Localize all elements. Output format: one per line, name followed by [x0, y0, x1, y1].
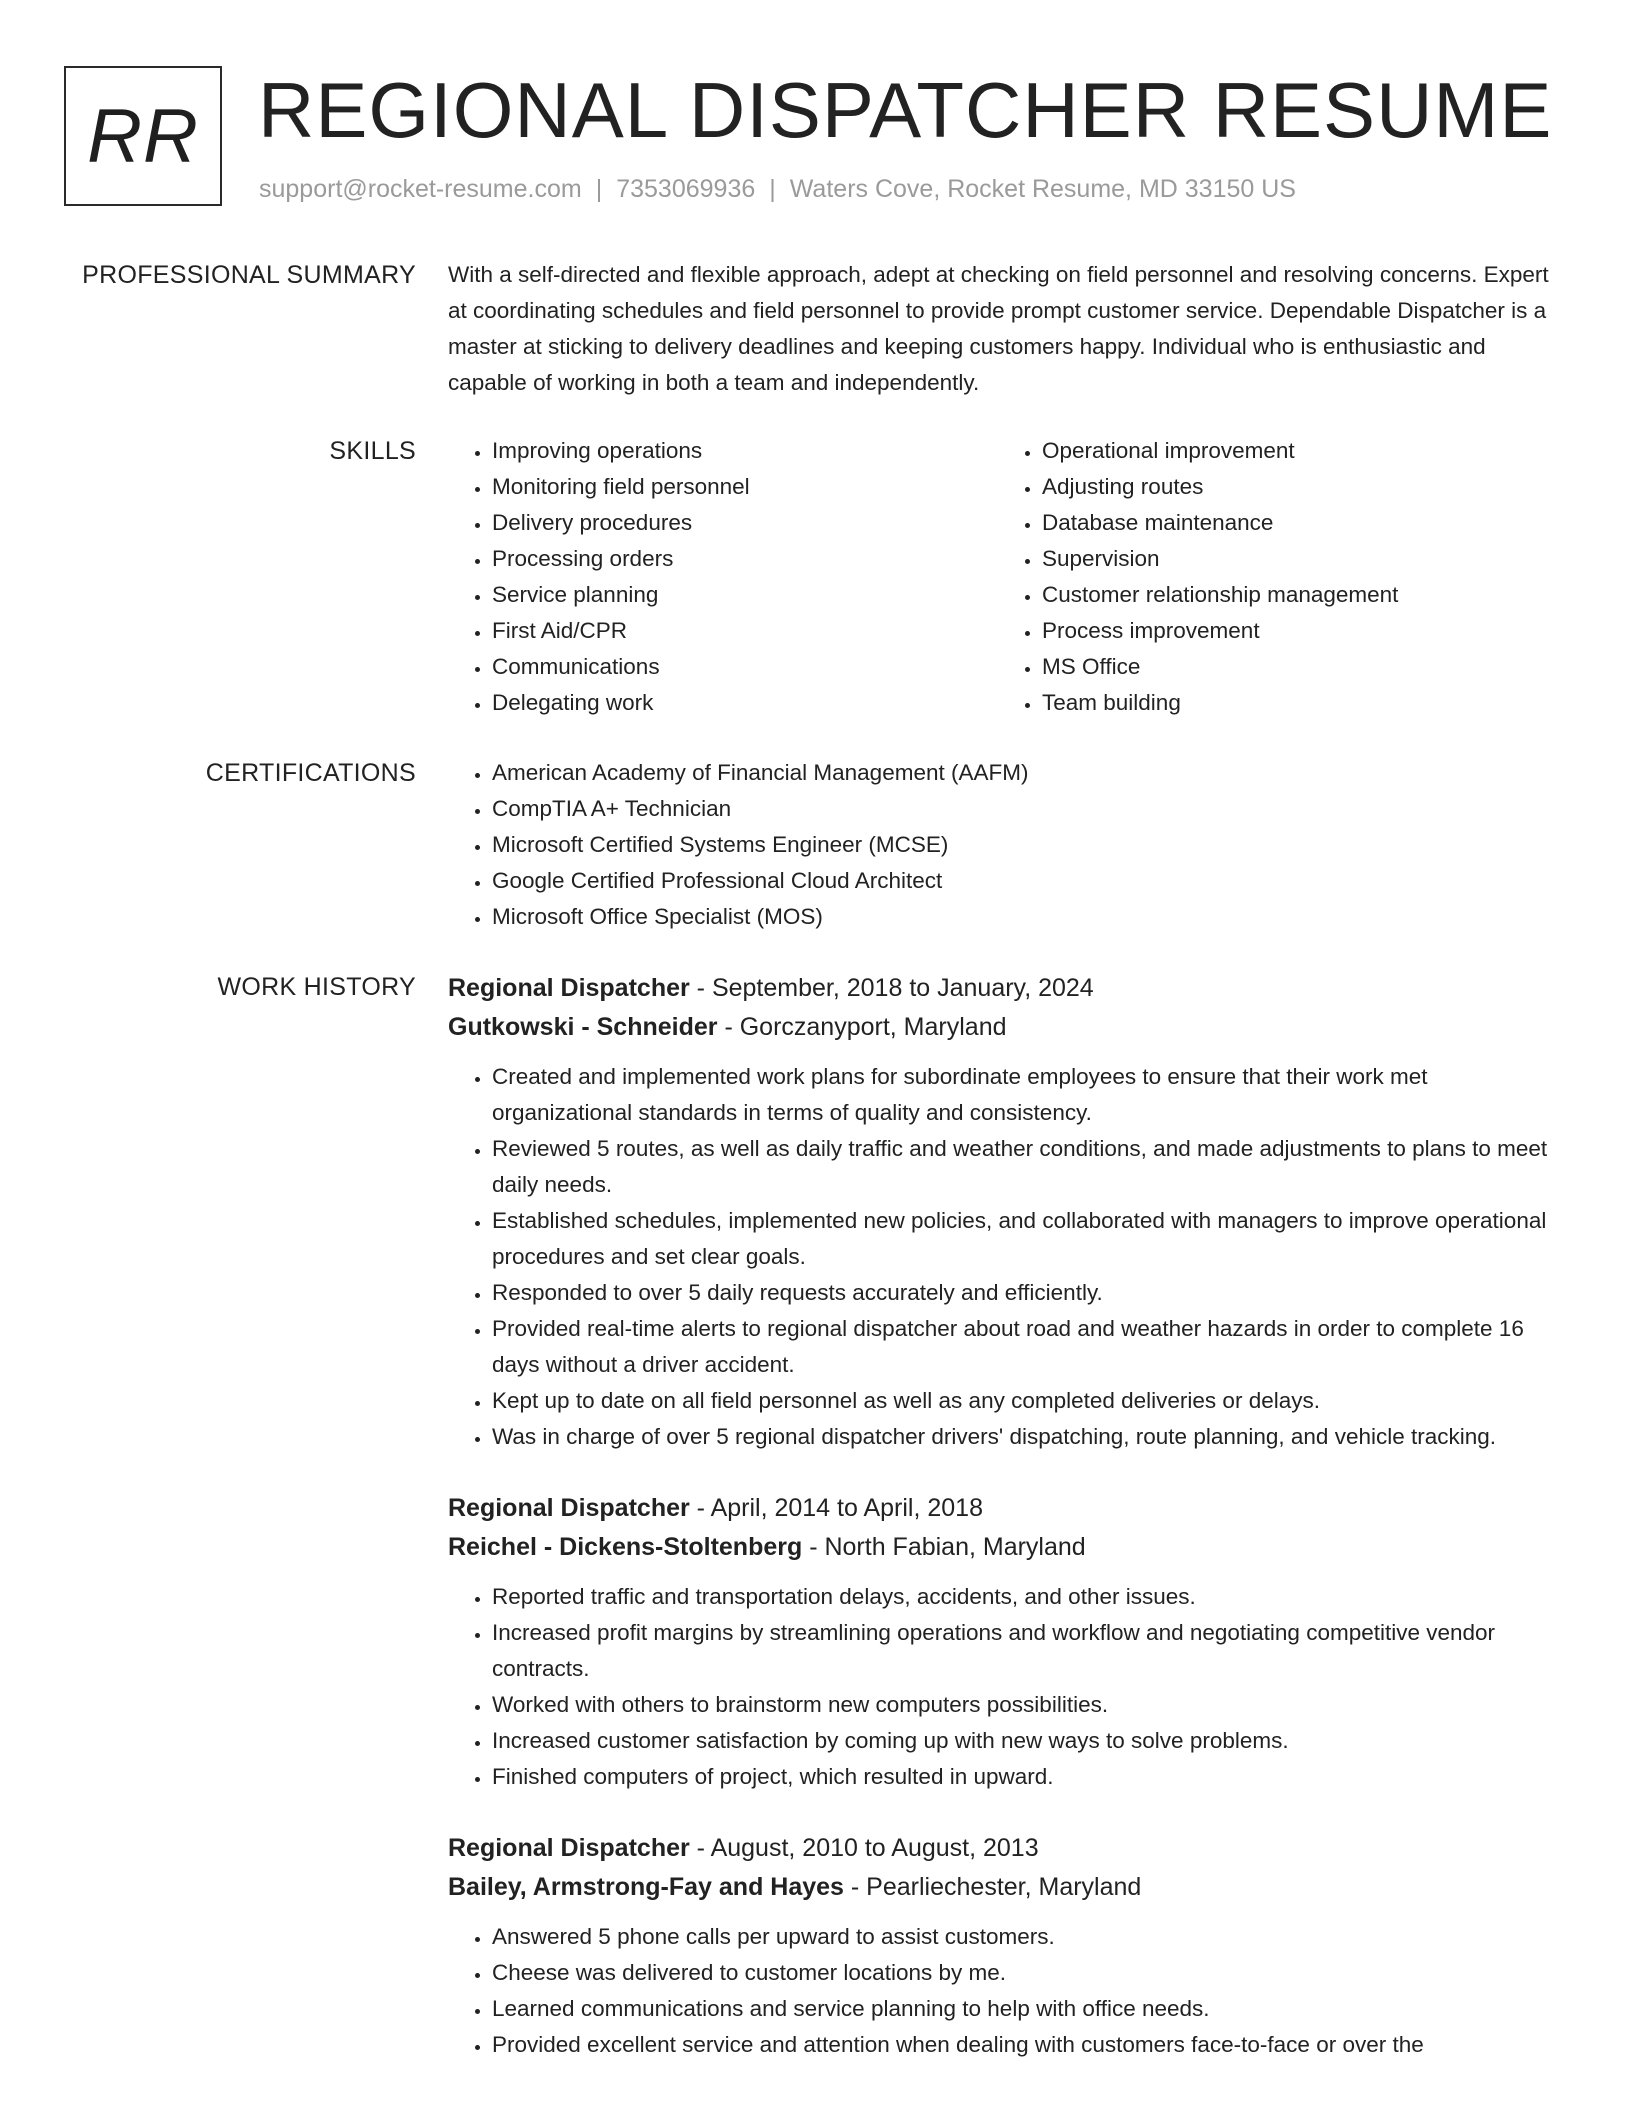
- list-item: • American Academy of Financial Management (AAFM): [492, 755, 1568, 791]
- contact-phone[interactable]: 7353069936: [616, 175, 756, 203]
- list-item: • Increased customer satisfaction by coming up with new ways to solve problems.: [492, 1723, 1568, 1759]
- skills-list-left: [448, 433, 998, 721]
- job-company: Reichel - Dickens-Stoltenberg: [448, 1533, 803, 1561]
- list-item: • Learned communications and service planning to help with office needs.: [492, 1991, 1568, 2027]
- list-item: • Reviewed 5 routes, as well as daily traffic and weather conditions, and made adjustments to plans to meet daily needs.: [492, 1131, 1568, 1203]
- list-item: • Provided excellent service and attention when dealing with customers face-to-face or over the: [492, 2027, 1568, 2063]
- list-item: • Increased profit margins by streamlining operations and workflow and negotiating competitive vendor contracts.: [492, 1615, 1568, 1687]
- list-item: • CompTIA A+ Technician: [492, 791, 1568, 827]
- list-item: • Database maintenance: [1042, 505, 1548, 541]
- job-title-line: [448, 969, 1568, 1008]
- list-item: • Delegating work: [492, 685, 998, 721]
- resume-header: [64, 64, 1564, 214]
- list-item: • Google Certified Professional Cloud Architect: [492, 863, 1568, 899]
- list-item: • Processing orders: [492, 541, 998, 577]
- job-entry: [448, 1829, 1568, 2063]
- list-item: • First Aid/CPR: [492, 613, 998, 649]
- monogram-logo: [64, 66, 222, 206]
- job-company-line: [448, 1868, 1568, 1907]
- list-item: • Supervision: [1042, 541, 1548, 577]
- list-item: • Was in charge of over 5 regional dispatcher drivers' dispatching, route planning, and vehicle tracking.: [492, 1419, 1568, 1455]
- job-company-line: [448, 1528, 1568, 1567]
- list-item: • Kept up to date on all field personnel as well as any completed deliveries or delays.: [492, 1383, 1568, 1419]
- section-label-skills: SKILLS: [329, 437, 416, 465]
- monogram-text: RR: [87, 93, 199, 179]
- job-location: - Gorczanyport, Maryland: [717, 1013, 1007, 1041]
- section-label-summary: PROFESSIONAL SUMMARY: [82, 261, 416, 289]
- job-title: Regional Dispatcher: [448, 1834, 690, 1862]
- summary-text: With a self-directed and flexible approach, adept at checking on field personnel and resolving concerns. Expert at coordinating schedules and field personnel to provide prompt customer service. Dependable Dispatcher is a master at sticking to delivery deadlines and keeping customers happy. Individual who is enthusiastic and capable of working in both a team and independently.: [448, 262, 1549, 395]
- list-item: • Microsoft Office Specialist (MOS): [492, 899, 1568, 935]
- list-item: • Operational improvement: [1042, 433, 1548, 469]
- page-title: REGIONAL DISPATCHER RESUME: [258, 66, 1553, 154]
- job-bullets: [448, 1059, 1568, 1455]
- contact-address: Waters Cove, Rocket Resume, MD 33150 US: [789, 175, 1296, 203]
- job-company-line: [448, 1008, 1568, 1047]
- contact-email[interactable]: support@rocket-resume.com: [259, 175, 582, 203]
- summary-body: [448, 257, 1568, 401]
- job-title: Regional Dispatcher: [448, 974, 690, 1002]
- skills-column-left: [448, 433, 998, 721]
- skills-column-right: [998, 433, 1548, 721]
- job-title-line: [448, 1829, 1568, 1868]
- list-item: • Microsoft Certified Systems Engineer (MCSE): [492, 827, 1568, 863]
- skills-list-right: [998, 433, 1548, 721]
- list-item: • Customer relationship management: [1042, 577, 1548, 613]
- job-title: Regional Dispatcher: [448, 1494, 690, 1522]
- list-item: • Answered 5 phone calls per upward to assist customers.: [492, 1919, 1568, 1955]
- job-dates: - April, 2014 to April, 2018: [689, 1494, 983, 1522]
- job-title-line: [448, 1489, 1568, 1528]
- job-dates: - August, 2010 to August, 2013: [689, 1834, 1039, 1862]
- certifications-list: [448, 755, 1568, 935]
- list-item: • Improving operations: [492, 433, 998, 469]
- job-company: Gutkowski - Schneider: [448, 1013, 718, 1041]
- list-item: • Provided real-time alerts to regional dispatcher about road and weather hazards in order to complete 16 days without a driver accident.: [492, 1311, 1568, 1383]
- skills-columns: [448, 433, 1568, 721]
- list-item: • Worked with others to brainstorm new computers possibilities.: [492, 1687, 1568, 1723]
- job-dates: - September, 2018 to January, 2024: [689, 974, 1094, 1002]
- job-entry: [448, 1489, 1568, 1795]
- job-bullets: [448, 1579, 1568, 1795]
- list-item: • Reported traffic and transportation delays, accidents, and other issues.: [492, 1579, 1568, 1615]
- list-item: • Established schedules, implemented new policies, and collaborated with managers to improve operational procedures and set clear goals.: [492, 1203, 1568, 1275]
- list-item: • Process improvement: [1042, 613, 1548, 649]
- job-bullets: [448, 1919, 1568, 2063]
- list-item: • Delivery procedures: [492, 505, 998, 541]
- job-entry: [448, 969, 1568, 1455]
- job-location: - North Fabian, Maryland: [802, 1533, 1086, 1561]
- list-item: • Finished computers of project, which resulted in upward.: [492, 1759, 1568, 1795]
- list-item: • Monitoring field personnel: [492, 469, 998, 505]
- contact-separator: |: [769, 175, 776, 203]
- contact-line: [259, 175, 1296, 204]
- list-item: • Service planning: [492, 577, 998, 613]
- work-history-body: [448, 969, 1568, 2097]
- job-location: - Pearliechester, Maryland: [843, 1873, 1142, 1901]
- list-item: • MS Office: [1042, 649, 1548, 685]
- list-item: • Adjusting routes: [1042, 469, 1548, 505]
- list-item: • Cheese was delivered to customer locations by me.: [492, 1955, 1568, 1991]
- job-company: Bailey, Armstrong-Fay and Hayes: [448, 1873, 844, 1901]
- contact-separator: |: [595, 175, 603, 203]
- list-item: • Created and implemented work plans for subordinate employees to ensure that their work met organizational standards in terms of quality and consistency.: [492, 1059, 1568, 1131]
- certifications-body: [448, 755, 1568, 935]
- list-item: • Communications: [492, 649, 998, 685]
- list-item: • Responded to over 5 daily requests accurately and efficiently.: [492, 1275, 1568, 1311]
- list-item: • Team building: [1042, 685, 1548, 721]
- section-label-work-history: WORK HISTORY: [217, 973, 416, 1001]
- section-label-certifications: CERTIFICATIONS: [205, 759, 416, 787]
